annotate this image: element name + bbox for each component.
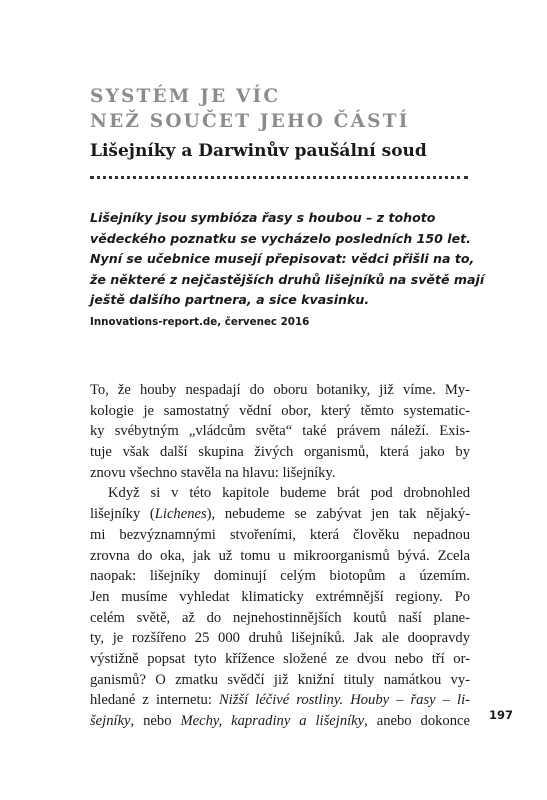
italic-title: Nižší léčivé rostliny. Houby – řasy – li- xyxy=(218,692,470,709)
text-line xyxy=(90,690,470,711)
italic-title: Mechy, kapradiny a lišejníky xyxy=(180,713,365,729)
text-line: ty, je rozšířeno 25 000 druhů lišejníků. Jak ale doopravdy xyxy=(90,630,470,647)
body-text xyxy=(90,380,470,732)
text-line: To, že houby nespadají do oboru botaniky, již víme. My- xyxy=(90,382,470,398)
epigraph-line: že některé z nejčastějších druhů lišejníků na světě mají xyxy=(90,271,485,287)
epigraph-line: ještě dalšího partnera, a sice kvasinku. xyxy=(90,292,370,307)
dotted-divider xyxy=(90,176,468,179)
text-line: ganismů? O zmatku svědčí již knižní tituly namátkou vy- xyxy=(90,671,470,688)
italic-term: Lichenes xyxy=(154,506,207,523)
chapter-title-line-2: NEŽ SOUČET JEHO ČÁSTÍ xyxy=(90,111,410,132)
epigraph-line: Nyní se učebnice musejí přepisovat: vědci přišli na to, xyxy=(90,251,475,266)
text-line xyxy=(90,711,470,732)
text-fragment: ), nebudeme se zabývat jen tak nějaký- xyxy=(206,506,470,523)
page-number: 197 xyxy=(489,708,514,722)
text-line xyxy=(90,504,470,525)
text-line: Jen musíme vyhledat klimaticky extrémnější regiony. Po xyxy=(90,588,470,605)
chapter-title xyxy=(90,84,510,134)
epigraph-line: Lišejníky jsou symbióza řasy s houbou – z tohoto xyxy=(90,210,436,225)
text-line: mi bezvýznamnými stvořeními, která člověku nepadnou xyxy=(90,526,470,543)
chapter-subtitle: Lišejníky a Darwinův paušální soud xyxy=(90,141,427,161)
text-line: celém světě, až do nejnehostinnějších koutů naší plane- xyxy=(90,609,470,626)
text-fragment: , anebo dokonce xyxy=(364,713,470,729)
text-line: kologie je samostatný vědní obor, který těmto systematic- xyxy=(90,402,470,419)
italic-title: šejníky xyxy=(90,713,131,729)
epigraph-quote xyxy=(90,208,485,311)
text-line: Když si v této kapitole budeme brát pod drobnohled xyxy=(108,485,470,502)
epigraph-source: Innovations-report.de, červenec 2016 xyxy=(90,316,310,328)
text-line: tuje však další skupina živých organismů, která jako by xyxy=(90,444,470,461)
text-fragment: hledané z internetu: xyxy=(90,692,219,709)
text-line-last: znovu všechno stavěla na hlavu: lišejníky. xyxy=(90,464,336,481)
text-line: zrovna do oka, jak už tomu u mikroorganismů bývá. Zcela xyxy=(90,547,470,564)
chapter-title-line-1: SYSTÉM JE VÍC xyxy=(90,86,281,107)
text-line: ky svébytným „vládcům světa“ také právem náleží. Exis- xyxy=(90,423,470,440)
text-fragment: lišejníky ( xyxy=(90,506,155,523)
text-line: výstižně popsat tyto křížence složené ze dvou nebo tří or- xyxy=(90,650,470,667)
epigraph-line: vědeckého poznatku se vycházelo posledních 150 let. xyxy=(90,230,471,246)
text-fragment: , nebo xyxy=(130,713,181,729)
text-line: naopak: lišejníky dominují celým biotopům a územím. xyxy=(90,568,470,585)
